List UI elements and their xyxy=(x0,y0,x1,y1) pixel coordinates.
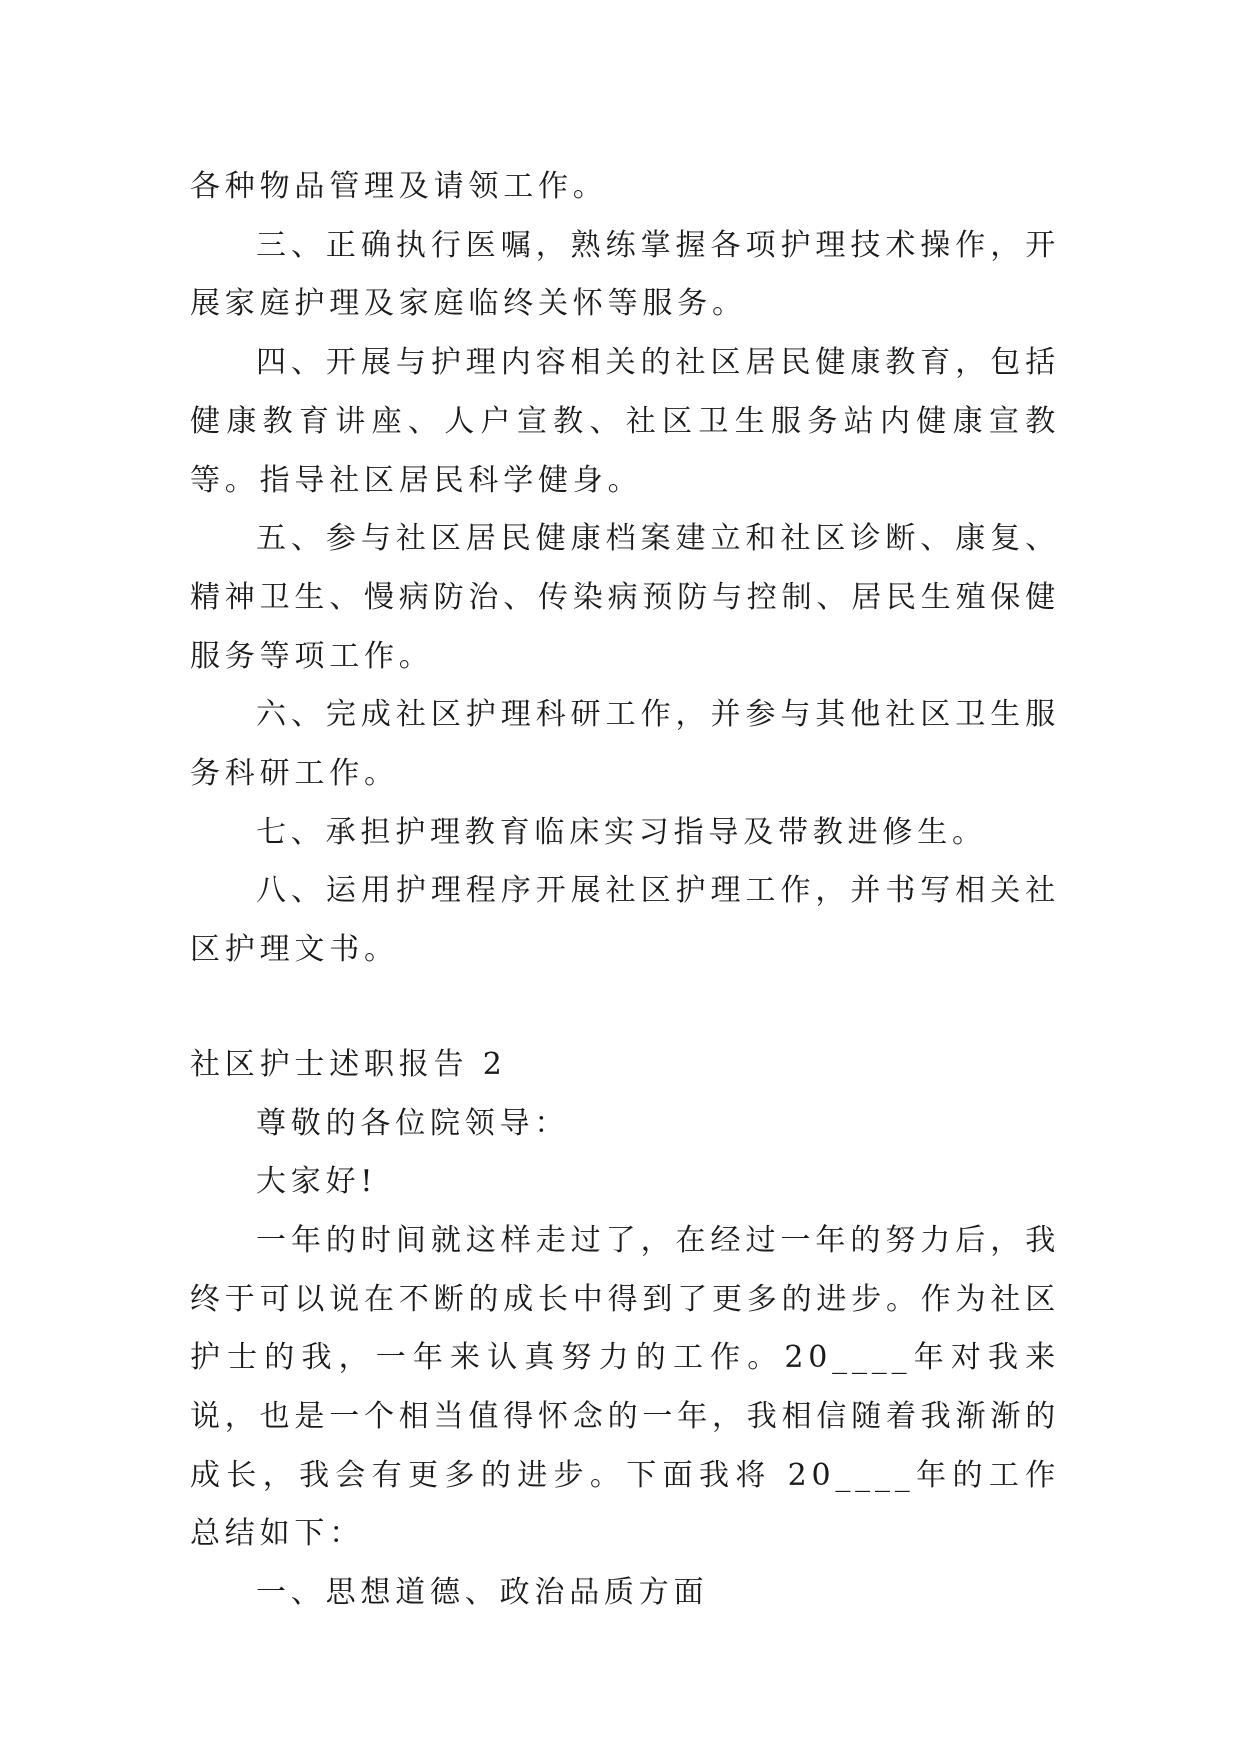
paragraph-item-6: 六、完成社区护理科研工作，并参与其他社区卫生服务科研工作。 xyxy=(190,697,1060,792)
greeting: 大家好! xyxy=(256,1164,378,1200)
section-title: 社区护士述职报告 2 xyxy=(190,1046,507,1082)
paragraph-item-3: 三、正确执行医嘱，熟练掌握各项护理技术操作，开展家庭护理及家庭临终关怀等服务。 xyxy=(190,227,1060,322)
document-body xyxy=(190,158,1060,1623)
paragraph-continuation: 各种物品管理及请领工作。 xyxy=(190,169,608,204)
paragraph-item-8: 八、运用护理程序开展社区护理工作，并书写相关社区护理文书。 xyxy=(190,873,1060,968)
salutation: 尊敬的各位院领导： xyxy=(256,1105,570,1141)
paragraph-item-7: 七、承担护理教育临床实习指导及带教进修生。 xyxy=(256,814,987,850)
paragraph-item-5: 五、参与社区居民健康档案建立和社区诊断、康复、精神卫生、慢病防治、传染病预防与控制、居民生殖保健服务等项工作。 xyxy=(190,521,1060,674)
paragraph-intro: 一年的时间就这样走过了，在经过一年的努力后，我终于可以说在不断的成长中得到了更多的进步。作为社区护士的我，一年来认真努力的工作。20____年对我来说，也是一个相当值得怀念的一年，我相信随着我渐渐的成长，我会有更多的进步。下面我将 20____年的工作总结如下： xyxy=(190,1222,1060,1552)
paragraph-item-4: 四、开展与护理内容相关的社区居民健康教育，包括健康教育讲座、人户宣教、社区卫生服务站内健康宣教等。指导社区居民科学健身。 xyxy=(190,345,1060,498)
section-spacer xyxy=(190,980,1060,1036)
subheading-1: 一、思想道德、政治品质方面 xyxy=(256,1575,709,1611)
